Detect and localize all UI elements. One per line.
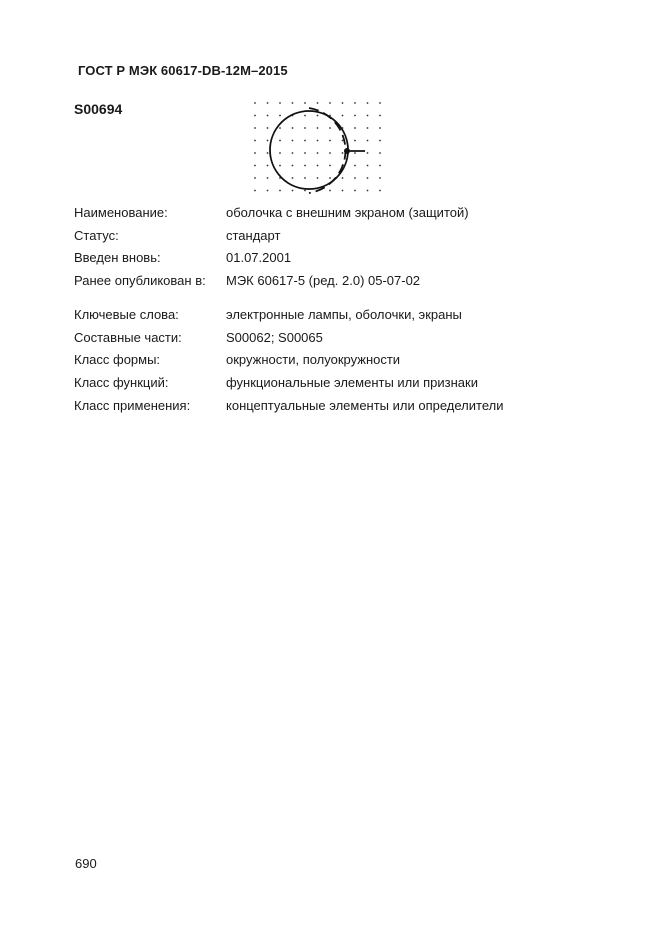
grid-dot — [254, 165, 256, 167]
grid-dot — [354, 152, 356, 154]
grid-dot — [304, 140, 306, 142]
field-value: концептуальные элементы или определители — [226, 398, 504, 413]
grid-dot — [317, 102, 319, 104]
field-label: Класс формы: — [74, 352, 161, 367]
grid-dot — [367, 165, 369, 167]
grid-dot — [267, 177, 269, 179]
grid-dot — [342, 190, 344, 192]
grid-dot — [292, 152, 294, 154]
field-label: Статус: — [74, 228, 119, 243]
field-value: МЭК 60617-5 (ред. 2.0) 05-07-02 — [226, 273, 421, 288]
field-label: Ранее опубликован в: — [74, 273, 206, 288]
grid-dot — [279, 152, 281, 154]
grid-dot — [317, 152, 319, 154]
field-label: Составные части: — [74, 330, 182, 345]
grid-dot — [292, 127, 294, 129]
grid-dot — [254, 127, 256, 129]
grid-dot — [354, 190, 356, 192]
grid-dot — [379, 102, 381, 104]
grid-dot — [304, 190, 306, 192]
field-label: Ключевые слова: — [74, 307, 179, 322]
symbol-figure — [251, 98, 385, 194]
grid-dot — [267, 127, 269, 129]
grid-dot — [292, 102, 294, 104]
grid-dot — [342, 177, 344, 179]
grid-dot — [367, 177, 369, 179]
grid-dot — [379, 140, 381, 142]
grid-dot — [367, 152, 369, 154]
grid-dot — [304, 102, 306, 104]
grid-dot — [317, 127, 319, 129]
field-label: Класс функций: — [74, 375, 169, 390]
grid-dot — [317, 140, 319, 142]
grid-dot — [329, 190, 331, 192]
grid-dot — [367, 190, 369, 192]
grid-dot — [379, 115, 381, 117]
grid-dot — [342, 115, 344, 117]
grid-dot — [292, 140, 294, 142]
field-value: оболочка с внешним экраном (защитой) — [226, 205, 469, 220]
field-label: Класс применения: — [74, 398, 191, 413]
symbol-code: S00694 — [74, 101, 123, 117]
grid-dot — [254, 115, 256, 117]
grid-dot — [329, 152, 331, 154]
grid-dot — [279, 127, 281, 129]
grid-dot — [329, 177, 331, 179]
grid-dot — [279, 140, 281, 142]
grid-dot — [329, 127, 331, 129]
grid-dot — [317, 165, 319, 167]
grid-dot — [329, 165, 331, 167]
grid-dot — [379, 152, 381, 154]
grid-dot — [254, 190, 256, 192]
grid-dot — [279, 165, 281, 167]
grid-dot — [342, 152, 344, 154]
grid-dot — [367, 102, 369, 104]
grid-dot — [254, 102, 256, 104]
grid-dot — [254, 177, 256, 179]
grid-dot — [304, 165, 306, 167]
grid-dot — [367, 115, 369, 117]
field-value: функциональные элементы или признаки — [226, 375, 478, 390]
field-value: 01.07.2001 — [226, 250, 292, 265]
grid-dot — [379, 165, 381, 167]
grid-dot — [292, 165, 294, 167]
grid-dot — [267, 190, 269, 192]
grid-dot — [317, 115, 319, 117]
grid-dot — [379, 190, 381, 192]
grid-dot — [354, 177, 356, 179]
grid-dot — [292, 190, 294, 192]
outer-screen-dashed-arc — [309, 108, 345, 193]
grid-dot — [317, 177, 319, 179]
grid-dot — [304, 127, 306, 129]
grid-dot — [354, 102, 356, 104]
grid-dot — [379, 177, 381, 179]
field-value: электронные лампы, оболочки, экраны — [226, 307, 462, 322]
grid-dot — [267, 152, 269, 154]
grid-dot — [292, 177, 294, 179]
grid-dot — [329, 140, 331, 142]
grid-dot — [329, 102, 331, 104]
grid-dot — [354, 165, 356, 167]
grid-dot — [267, 115, 269, 117]
grid-dot — [279, 115, 281, 117]
grid-dot — [267, 165, 269, 167]
grid-dot — [304, 177, 306, 179]
grid-dot — [254, 140, 256, 142]
field-value: S00062; S00065 — [226, 330, 323, 345]
grid-dot — [279, 190, 281, 192]
document-header-title: ГОСТ Р МЭК 60617-DB-12M–2015 — [78, 63, 288, 78]
field-label: Введен вновь: — [74, 250, 161, 265]
grid-dot — [304, 152, 306, 154]
grid-dot — [354, 127, 356, 129]
field-value: окружности, полуокружности — [226, 352, 401, 367]
grid-dot — [367, 140, 369, 142]
grid-dot — [279, 102, 281, 104]
grid-dot — [354, 115, 356, 117]
grid-dot — [342, 140, 344, 142]
field-value: стандарт — [226, 228, 281, 243]
grid-dot — [254, 152, 256, 154]
grid-dot — [367, 127, 369, 129]
grid-dot — [304, 115, 306, 117]
grid-dot — [379, 127, 381, 129]
grid-dot — [267, 102, 269, 104]
grid-dots — [254, 102, 381, 191]
grid-dot — [354, 140, 356, 142]
field-label: Наименование: — [74, 205, 168, 220]
grid-dot — [267, 140, 269, 142]
page-number: 690 — [75, 856, 97, 871]
grid-dot — [342, 102, 344, 104]
